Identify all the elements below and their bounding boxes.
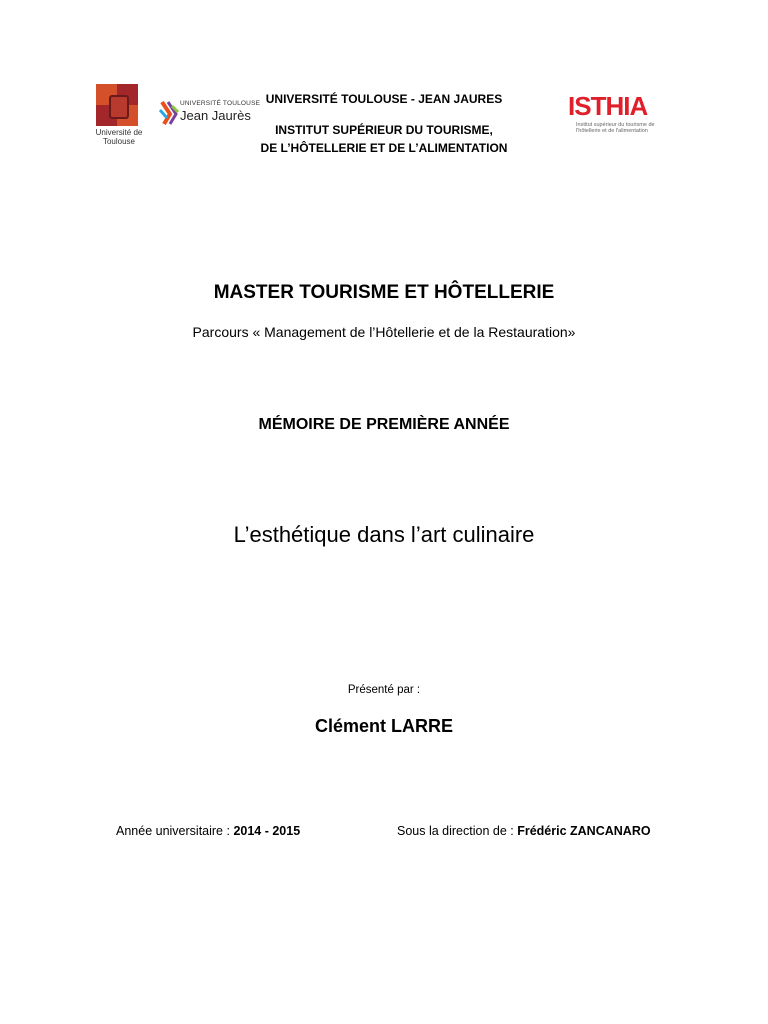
parcours-subtitle: Parcours « Management de l’Hôtellerie et de la Restauration»	[192, 324, 576, 340]
logo-ut-text: Université de Toulouse	[95, 128, 143, 146]
thesis-title: L’esthétique dans l’art culinaire	[233, 522, 535, 547]
institute-line-1: INSTITUT SUPÉRIEUR DU TOURISME,	[275, 123, 493, 137]
isthia-mark: ISTHIA	[568, 91, 648, 121]
academic-year-label: Année universitaire :	[116, 824, 234, 838]
document-type: MÉMOIRE DE PREMIÈRE ANNÉE	[258, 416, 510, 433]
academic-year-value: 2014 - 2015	[233, 824, 301, 838]
master-title: MASTER TOURISME ET HÔTELLERIE	[213, 282, 555, 303]
supervisor-name: Frédéric ZANCANARO	[517, 824, 651, 838]
institute-line-2: DE L’HÔTELLERIE ET DE L’ALIMENTATION	[260, 141, 508, 155]
jj-logo-small-text: UNIVERSITÉ TOULOUSE	[180, 100, 261, 107]
presented-by-label: Présenté par :	[347, 684, 421, 696]
jj-logo-big-text: Jean Jaurès	[180, 108, 251, 123]
supervision-label: Sous la direction de :	[397, 824, 518, 838]
academic-year	[116, 824, 300, 838]
isthia-subtitle: Institut supérieur du tourisme de l'hôtellerie et de l'alimentation	[576, 122, 655, 134]
supervision	[397, 824, 651, 838]
author-name: Clément LARRE	[314, 716, 453, 736]
university-name: UNIVERSITÉ TOULOUSE - JEAN JAURES	[265, 92, 503, 106]
